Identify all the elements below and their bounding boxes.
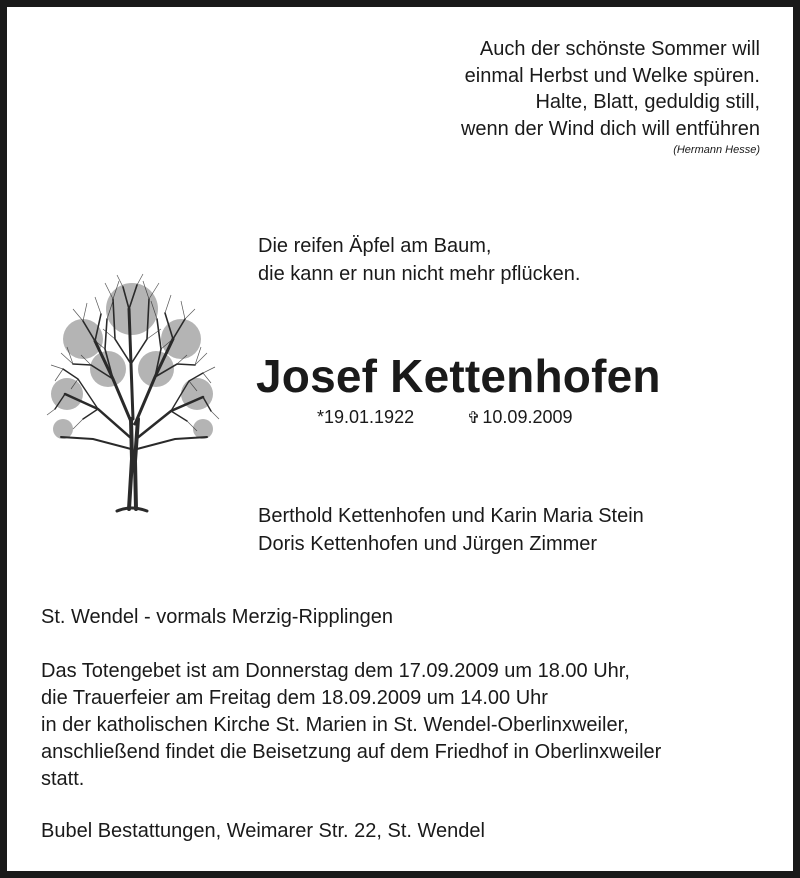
poem-author: (Hermann Hesse) bbox=[673, 144, 760, 156]
family-block bbox=[258, 502, 644, 558]
death-date: 10.09.2009 bbox=[482, 407, 573, 427]
details-line: Das Totengebet ist am Donnerstag dem 17.09.2009 um 18.00 Uhr, bbox=[41, 660, 630, 682]
family-line: Doris Kettenhofen und Jürgen Zimmer bbox=[258, 533, 598, 555]
death-date-group bbox=[467, 407, 573, 428]
poem-line: einmal Herbst und Welke spüren. bbox=[464, 64, 760, 87]
poem-line: Halte, Blatt, geduldig still, bbox=[535, 91, 760, 113]
tree-icon bbox=[43, 269, 221, 519]
cross-icon: ✞ bbox=[467, 410, 481, 427]
details-line: in der katholischen Kirche St. Marien in St. Wendel-Oberlinxweiler, bbox=[41, 714, 629, 736]
details-line: statt. bbox=[41, 768, 85, 790]
family-line: Berthold Kettenhofen und Karin Maria Stein bbox=[258, 505, 644, 527]
place-line: St. Wendel - vormals Merzig-Ripplingen bbox=[41, 606, 393, 628]
service-details bbox=[41, 658, 661, 793]
deceased-name: Josef Kettenhofen bbox=[256, 350, 661, 402]
poem-line: Auch der schönste Sommer will bbox=[479, 38, 760, 60]
funeral-home: Bubel Bestattungen, Weimarer Str. 22, St. Wendel bbox=[41, 820, 485, 842]
poem-block bbox=[461, 36, 760, 157]
details-line: anschließend findet die Beisetzung auf dem Friedhof in Oberlinxweiler bbox=[41, 741, 662, 763]
quote-line: die kann er nun nicht mehr pflücken. bbox=[258, 263, 581, 285]
quote-block bbox=[258, 232, 580, 288]
quote-line: Die reifen Äpfel am Baum, bbox=[258, 235, 492, 257]
poem-line: wenn der Wind dich will entführen bbox=[460, 117, 760, 140]
details-line: die Trauerfeier am Freitag dem 18.09.2009 um 14.00 Uhr bbox=[41, 687, 548, 709]
birth-date: *19.01.1922 bbox=[317, 407, 415, 427]
